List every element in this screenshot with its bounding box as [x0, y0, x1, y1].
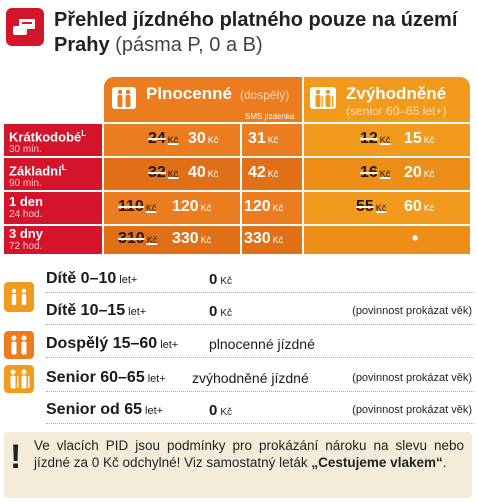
price-reduced: [304, 226, 470, 254]
price-sms: 330 Kč: [242, 226, 302, 254]
table-row: [4, 226, 470, 254]
old-price: 32 Kč: [148, 164, 179, 181]
fare-sup: L: [61, 163, 67, 172]
category-name: Dospělý 15–60 let+: [46, 335, 179, 352]
category-name: Dítě 10–15 let+: [46, 302, 147, 319]
price-reduced: [304, 158, 470, 190]
price-sms: 42 Kč: [242, 158, 302, 190]
category-name: Senior od 65 let+: [46, 401, 164, 418]
list-item: [4, 331, 474, 359]
seniors-icon: [310, 87, 336, 109]
category-value: 0 Kč: [209, 271, 233, 288]
category-name: Senior 60–65 let+: [46, 369, 166, 386]
fare-duration: 30 min.: [9, 144, 42, 156]
new-price: 30 Kč: [188, 130, 219, 147]
new-price: 120 Kč: [172, 198, 212, 215]
fare-name: Krátkodobé: [9, 129, 82, 145]
new-price: 330 Kč: [172, 230, 212, 247]
list-item: [4, 298, 474, 326]
old-price: 110 Kč: [118, 198, 157, 215]
row-label: [4, 124, 102, 156]
fare-duration: 90 min.: [9, 178, 42, 190]
new-price: 15 Kč: [404, 130, 435, 147]
plnocenne-label: Plnocenné: [146, 84, 232, 103]
category-value: 0 Kč: [209, 402, 233, 419]
table-row: [4, 124, 470, 156]
list-item: [4, 266, 474, 294]
list-item: [4, 365, 474, 393]
table-row: [4, 158, 470, 190]
price-full: [104, 158, 240, 190]
not-available-mark: •: [412, 228, 419, 248]
category-note: (povinnost prokázat věk): [352, 404, 472, 416]
child-icon: [4, 282, 34, 312]
table-row: [4, 192, 470, 224]
fare-name: Základní: [9, 163, 62, 179]
row-label: [4, 192, 102, 224]
category-value: zvýhodněné jízdné: [192, 370, 309, 386]
price-full: [104, 124, 240, 156]
zvyhodnene-sub: (senior 60–65 let+): [346, 104, 447, 118]
old-price: 16 Kč: [360, 164, 391, 181]
price-reduced: [304, 124, 470, 156]
category-note: (povinnost prokázat věk): [352, 305, 472, 317]
fare-name: 3 dny: [9, 226, 43, 241]
new-price: 20 Kč: [404, 164, 435, 181]
price-full: [104, 192, 240, 224]
fare-duration: 24 hod.: [9, 209, 43, 220]
old-price: 24 Kč: [148, 130, 179, 147]
fare-duration: 72 hod.: [9, 241, 43, 252]
old-price: 55 Kč: [356, 198, 387, 215]
fare-name: 1 den: [9, 194, 43, 209]
leaflet-name: „Cestujeme vlakem“: [311, 455, 443, 470]
column-header-zvyhodnene: [304, 77, 470, 122]
category-note: (povinnost prokázat věk): [352, 372, 472, 384]
warning-icon: !: [10, 438, 22, 476]
title-zones: (pásma P, 0 a B): [115, 34, 263, 56]
notice-text: Ve vlacích PID jsou podmínky pro prokázání nároku na slevu nebo jízdné za 0 Kč odchylné! Viz samostatný leták „Cestujeme vlakem“.: [34, 438, 464, 470]
price-full: [104, 226, 240, 254]
plnocenne-sub: (dospělý): [240, 88, 290, 102]
price-sms: 31 Kč: [242, 124, 302, 156]
seniors-icon: [4, 365, 34, 393]
old-price: 12 Kč: [360, 130, 391, 147]
category-name: Dítě 0–10 let+: [46, 270, 138, 287]
sms-ticket-label: SMS jízdenka: [245, 112, 295, 121]
price-sms: 120 Kč: [242, 192, 302, 224]
row-label: [4, 158, 102, 190]
new-price: 40 Kč: [188, 164, 219, 181]
column-header-plnocenne: [104, 77, 302, 122]
adults-icon: [112, 87, 136, 109]
ticket-hand-icon: [6, 8, 44, 46]
price-table: [4, 75, 470, 254]
category-value: plnocenné jízdné: [209, 336, 315, 352]
train-notice: [4, 432, 472, 498]
page-title: [54, 8, 474, 58]
adults-icon: [4, 331, 34, 359]
list-item: [4, 397, 474, 425]
new-price: 60 Kč: [404, 198, 435, 215]
fare-sup: L: [81, 129, 87, 138]
category-value: 0 Kč: [209, 303, 233, 320]
old-price: 310 Kč: [118, 230, 158, 247]
zvyhodnene-label: Zvýhodněné: [346, 84, 447, 103]
row-label: [4, 226, 102, 254]
title-main: Přehled jízdného platného pouze na území Prahy: [54, 9, 458, 56]
price-reduced: [304, 192, 470, 224]
